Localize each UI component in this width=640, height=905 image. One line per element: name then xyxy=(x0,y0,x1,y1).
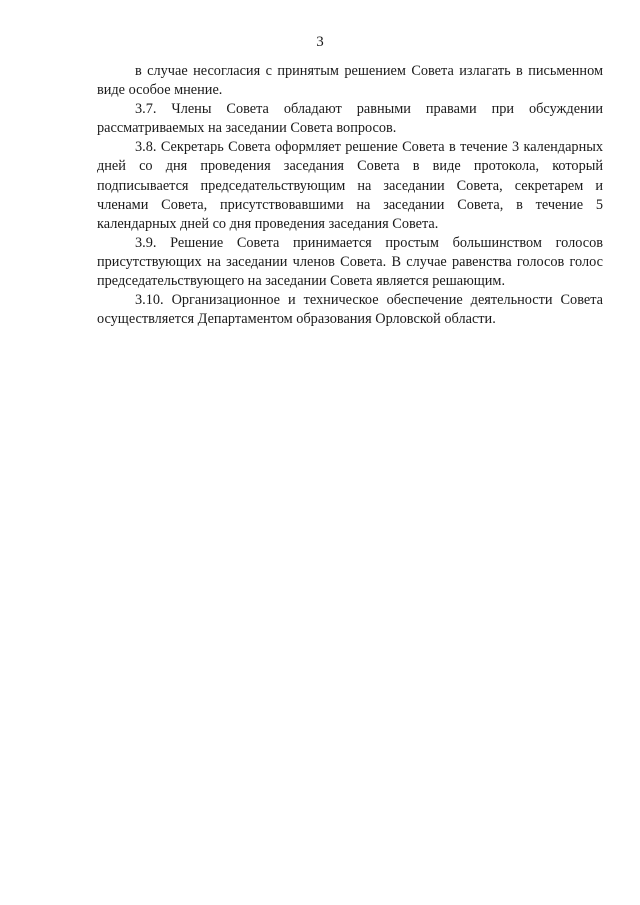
page-number: 3 xyxy=(316,34,324,50)
paragraph-3-7: 3.7. Члены Совета обладают равными правами при обсуждении рассматриваемых на заседании Совета вопросов. xyxy=(97,101,603,137)
paragraph-3-9: 3.9. Решение Совета принимается простым большинством голосов присутствующих на заседании членов Совета. В случае равенства голосов голос председательствующего на заседании Совета является решающим. xyxy=(97,234,603,290)
paragraph-continuation: в случае несогласия с принятым решением Совета излагать в письменном виде особое мнение. xyxy=(97,63,603,99)
paragraph-3-8: 3.8. Секретарь Совета оформляет решение Совета в течение 3 календарных дней со дня проведения заседания Совета в виде протокола, который подписывается председательствующим на заседании Совета, секретарем и членами Совета, присутствовавшими на заседании Совета, в течение 5 календарных дней со дня проведения заседания Совета. xyxy=(97,139,603,232)
document-body xyxy=(97,62,603,329)
paragraph-3-10: 3.10. Организационное и техническое обеспечение деятельности Совета осуществляется Департаментом образования Орловской области. xyxy=(97,292,603,328)
